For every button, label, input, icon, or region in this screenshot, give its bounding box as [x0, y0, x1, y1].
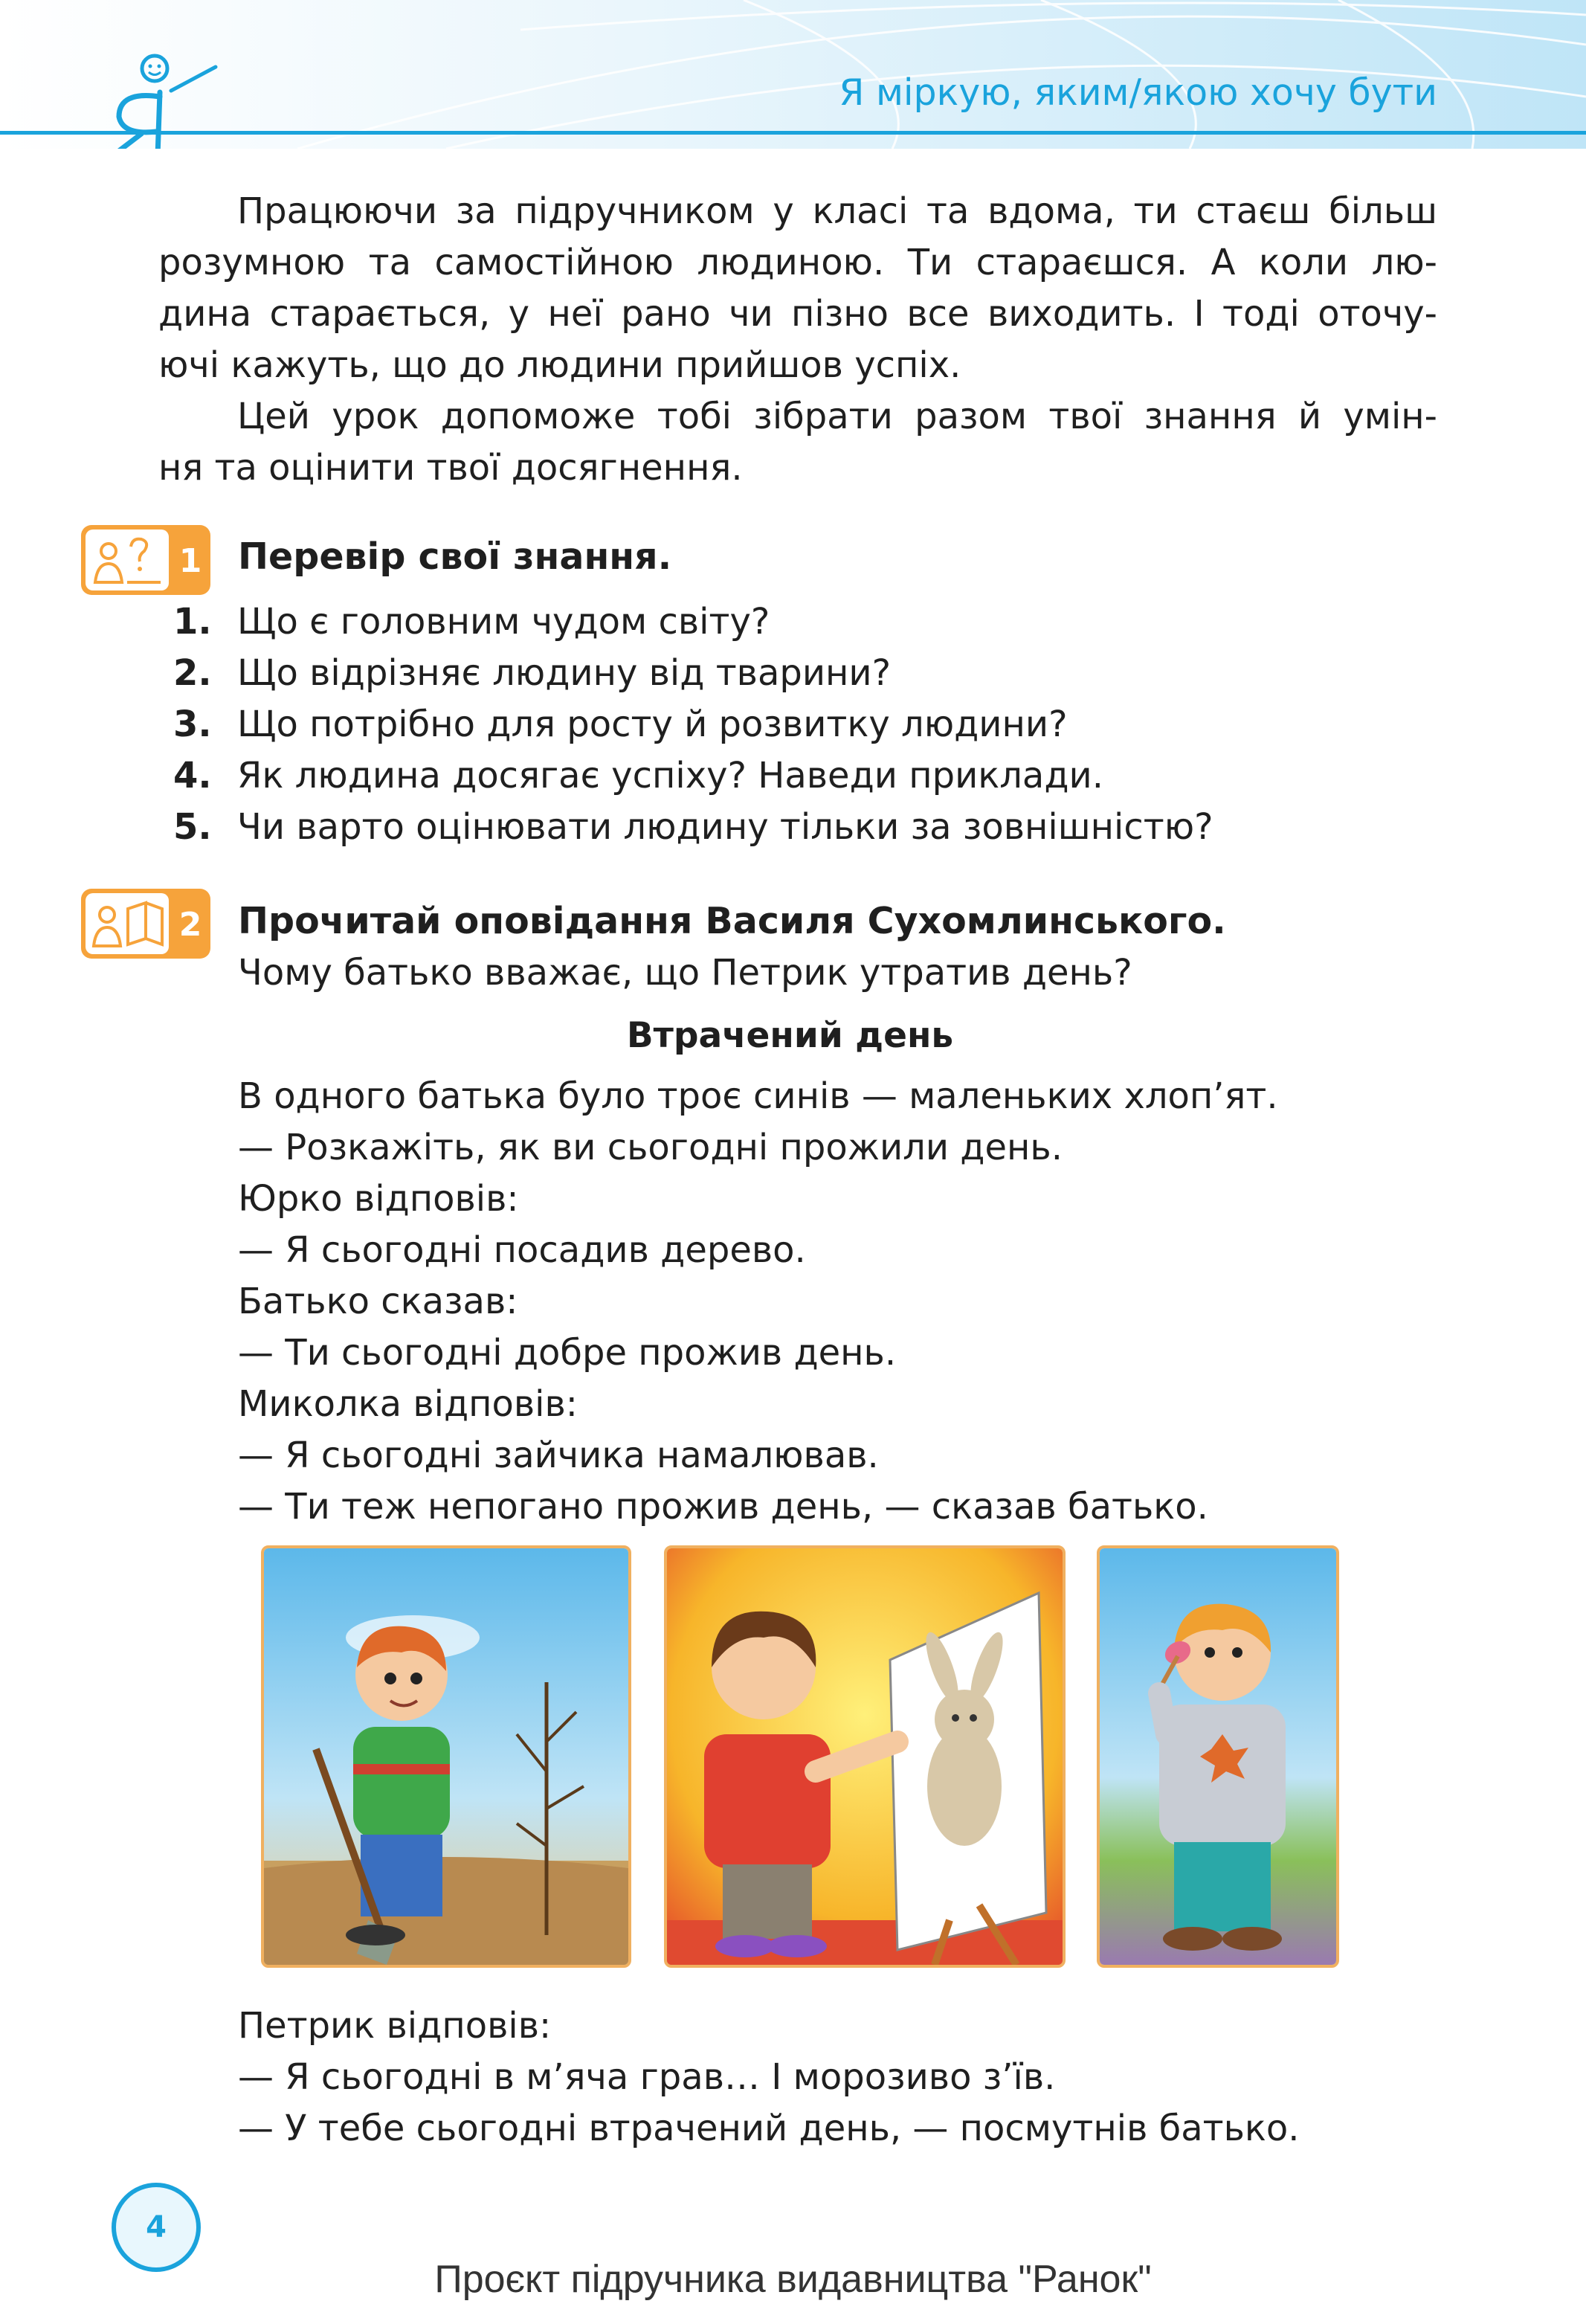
story-line: — У тебе сьогодні втрачений день, — посмутнів батько.: [238, 2108, 1300, 2149]
intro-line: дина старається, у неї рано чи пізно все виходить. І тоді оточу-: [158, 293, 1437, 335]
illustration-boy-eating-ice-cream: [1097, 1545, 1339, 1968]
list-item: [173, 755, 1213, 806]
list-item: [173, 601, 1213, 652]
list-item: [173, 704, 1213, 755]
intro-line: ня та оцінити твої досягнення.: [158, 447, 743, 489]
task-1-badge-icon: [79, 523, 213, 597]
story-line: — Я сьогодні зайчика намалював.: [238, 1435, 879, 1476]
story-part-2: [238, 2000, 1300, 2154]
story-line: — Ти теж непогано прожив день, — сказав батько.: [238, 1486, 1208, 1528]
illustration-boy-drawing-bunny: [664, 1545, 1066, 1968]
story-line: Юрко відповів:: [238, 1178, 519, 1220]
story-line: — Ти сьогодні добре прожив день.: [238, 1332, 897, 1374]
section-title: Я міркую, яким/якою хочу бути: [839, 71, 1437, 114]
task-2-badge-icon: [79, 886, 213, 961]
task-1-title: Перевір свої знання.: [238, 535, 672, 578]
intro-line: Працюючи за підручником у класі та вдома, ти стаєш більш: [237, 190, 1437, 232]
intro-line: Цей урок допоможе тобі зібрати разом твої знання й умін-: [237, 396, 1437, 437]
question-text: Що потрібно для росту й розвитку людини?: [237, 704, 1068, 745]
task-2-question: Чому батько вважає, що Петрик утратив день?: [238, 952, 1132, 994]
question-number: 5.: [173, 806, 212, 848]
illustration-boy-planting-tree: [261, 1545, 631, 1968]
publisher-footer: Проєкт підручника видавництва "Ранок": [434, 2258, 1152, 2301]
question-text: Чи варто оцінювати людину тільки за зовнішністю?: [237, 806, 1213, 848]
intro-line: розумною та самостійною людиною. Ти стараєшся. А коли лю-: [158, 242, 1437, 283]
question-number: 2.: [173, 652, 212, 694]
question-text: Що відрізняє людину від тварини?: [237, 652, 892, 694]
story-part-1: [238, 1071, 1278, 1533]
question-number: 4.: [173, 755, 212, 796]
story-line: Миколка відповів:: [238, 1383, 578, 1425]
story-line: Петрик відповів:: [238, 2005, 552, 2047]
page-number: 4: [112, 2183, 201, 2272]
question-text: Що є головним чудом світу?: [237, 601, 770, 643]
header-rule: [0, 131, 1586, 135]
story-line: Батько сказав:: [238, 1281, 518, 1322]
task-1-number: 1: [178, 542, 202, 580]
intro-paragraph: [158, 186, 1437, 494]
story-title: [0, 1015, 1586, 1056]
list-item: [173, 652, 1213, 704]
story-line: — Я сьогодні посадив дерево.: [238, 1229, 806, 1271]
question-text: Як людина досягає успіху? Наведи приклади.: [237, 755, 1103, 796]
story-title-text: Втрачений день: [626, 1015, 954, 1056]
list-item: [173, 806, 1213, 857]
intro-line: ючі кажуть, що до людини прийшов успіх.: [158, 344, 961, 386]
task-2-title: Прочитай оповідання Василя Сухомлинського.: [238, 900, 1226, 942]
question-list: [173, 601, 1213, 857]
smiley-ya-logo-icon: [89, 46, 223, 149]
question-number: 3.: [173, 704, 212, 745]
question-number: 1.: [173, 601, 212, 643]
task-2-number: 2: [178, 906, 202, 944]
story-line: В одного батька було троє синів — маленьких хлоп’ят.: [238, 1075, 1278, 1117]
story-line: — Розкажіть, як ви сьогодні прожили день.: [238, 1127, 1063, 1168]
page-header: [0, 0, 1586, 149]
story-line: — Я сьогодні в м’яча грав… І морозиво з’їв.: [238, 2056, 1056, 2098]
